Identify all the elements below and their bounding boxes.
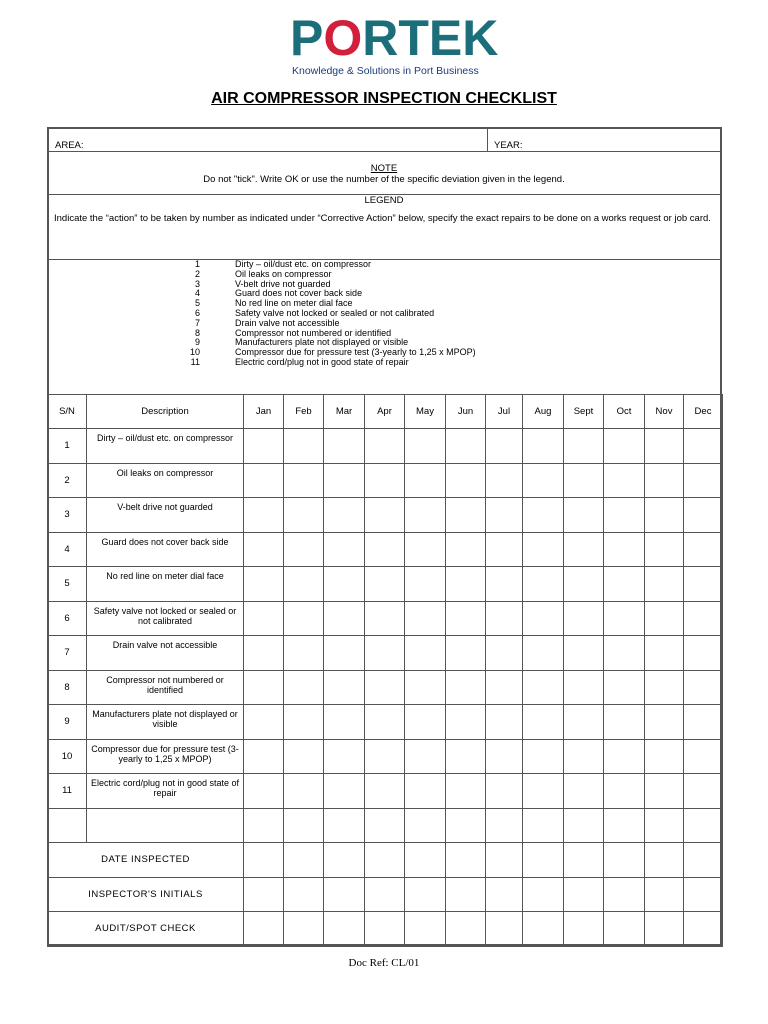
entry-cell[interactable] (244, 705, 284, 740)
entry-cell[interactable] (645, 774, 684, 809)
legend-item-number: 10 (189, 347, 200, 358)
header-month: Sept (564, 395, 604, 429)
entry-cell[interactable] (244, 877, 284, 912)
entry-cell[interactable] (684, 670, 723, 705)
entry-cell[interactable] (604, 636, 645, 671)
legend-item-number: 1 (194, 259, 200, 269)
entry-cell[interactable] (684, 567, 723, 602)
entry-cell[interactable] (564, 429, 604, 464)
entry-cell[interactable] (446, 429, 486, 464)
entry-cell[interactable] (564, 636, 604, 671)
row-sn: 3 (48, 498, 87, 533)
table-row (48, 429, 723, 464)
entry-cell[interactable] (365, 670, 405, 705)
entry-cell[interactable] (564, 912, 604, 947)
legend-item-text: Guard does not cover back side (235, 288, 363, 299)
entry-cell[interactable] (365, 567, 405, 602)
row-description: Compressor due for pressure test (3-yearly to 1,25 x MPOP) (87, 739, 244, 774)
entry-cell[interactable] (324, 463, 365, 498)
table-row (48, 670, 723, 705)
row-sn: 6 (48, 601, 87, 636)
header-sn: S/N (48, 395, 87, 429)
entry-cell[interactable] (645, 567, 684, 602)
legend-item-text: Electric cord/plug not in good state of repair (235, 357, 409, 367)
entry-cell[interactable] (564, 705, 604, 740)
row-sn: 4 (48, 532, 87, 567)
entry-cell[interactable] (564, 843, 604, 878)
entry-cell[interactable] (604, 429, 645, 464)
legend-item (0, 308, 768, 318)
legend-item-text: Safety valve not locked or sealed or not calibrated (235, 308, 435, 318)
entry-cell[interactable] (446, 670, 486, 705)
entry-cell[interactable] (365, 912, 405, 947)
table-footer-row (48, 912, 723, 947)
row-sn: 2 (48, 463, 87, 498)
entry-cell[interactable] (244, 774, 284, 809)
entry-cell[interactable] (284, 774, 324, 809)
entry-cell[interactable] (244, 532, 284, 567)
entry-cell[interactable] (684, 636, 723, 671)
legend-item (0, 288, 768, 298)
row-sn: 1 (48, 429, 87, 464)
entry-cell[interactable] (645, 532, 684, 567)
table-row (48, 636, 723, 671)
legend-item (0, 318, 768, 328)
row-description: Oil leaks on compressor (87, 463, 244, 498)
legend-item (0, 269, 768, 279)
entry-cell[interactable] (324, 532, 365, 567)
entry-cell[interactable] (446, 843, 486, 878)
entry-cell[interactable] (446, 567, 486, 602)
legend-item-number: 3 (194, 278, 200, 289)
entry-cell[interactable] (523, 912, 564, 947)
entry-cell[interactable] (405, 877, 446, 912)
legend-item-text: Oil leaks on compressor (235, 268, 332, 279)
entry-cell[interactable] (486, 774, 523, 809)
entry-cell[interactable] (244, 739, 284, 774)
entry-cell[interactable] (405, 670, 446, 705)
logo-tagline: Knowledge & Solutions in Port Business (292, 65, 479, 77)
area-year-divider (487, 128, 488, 151)
entry-cell[interactable] (564, 498, 604, 533)
logo-wordmark: PORTEK (290, 10, 499, 66)
row-sn (48, 808, 87, 843)
entry-cell[interactable] (446, 601, 486, 636)
entry-cell[interactable] (523, 739, 564, 774)
divider-line (47, 151, 722, 152)
entry-cell[interactable] (405, 843, 446, 878)
entry-cell[interactable] (604, 877, 645, 912)
entry-cell[interactable] (523, 636, 564, 671)
entry-cell[interactable] (486, 567, 523, 602)
entry-cell[interactable] (244, 498, 284, 533)
entry-cell[interactable] (645, 912, 684, 947)
legend-title: LEGEND (364, 195, 404, 206)
entry-cell[interactable] (523, 567, 564, 602)
entry-cell[interactable] (405, 567, 446, 602)
entry-cell[interactable] (523, 601, 564, 636)
entry-cell[interactable] (564, 463, 604, 498)
entry-cell[interactable] (684, 429, 723, 464)
entry-cell[interactable] (324, 601, 365, 636)
entry-cell[interactable] (446, 532, 486, 567)
legend-item-text: Drain valve not accessible (235, 317, 340, 328)
entry-cell[interactable] (564, 739, 604, 774)
entry-cell[interactable] (284, 670, 324, 705)
legend-item-text: No red line on meter dial face (235, 298, 353, 309)
entry-cell[interactable] (684, 774, 723, 809)
entry-cell[interactable] (564, 774, 604, 809)
entry-cell[interactable] (244, 636, 284, 671)
entry-cell[interactable] (405, 532, 446, 567)
entry-cell[interactable] (365, 739, 405, 774)
entry-cell[interactable] (684, 498, 723, 533)
entry-cell[interactable] (523, 670, 564, 705)
row-description: Manufacturers plate not displayed or visible (87, 705, 244, 740)
table-row (48, 601, 723, 636)
legend-item-number: 5 (194, 298, 200, 309)
entry-cell[interactable] (405, 774, 446, 809)
entry-cell[interactable] (604, 843, 645, 878)
entry-cell[interactable] (365, 532, 405, 567)
row-sn: 9 (48, 705, 87, 740)
entry-cell[interactable] (486, 705, 523, 740)
entry-cell[interactable] (284, 808, 324, 843)
header-month: Mar (324, 395, 365, 429)
table-row (48, 739, 723, 774)
table-header-row (48, 395, 723, 429)
entry-cell[interactable] (405, 739, 446, 774)
entry-cell[interactable] (486, 843, 523, 878)
entry-cell[interactable] (604, 739, 645, 774)
entry-cell[interactable] (486, 877, 523, 912)
entry-cell[interactable] (284, 532, 324, 567)
entry-cell[interactable] (244, 912, 284, 947)
legend-item-number: 9 (194, 337, 200, 348)
entry-cell[interactable] (486, 463, 523, 498)
entry-cell[interactable] (564, 601, 604, 636)
note-title: NOTE (370, 163, 398, 174)
entry-cell[interactable] (523, 429, 564, 464)
legend-item-text: Manufacturers plate not displayed or visible (235, 337, 409, 348)
entry-cell[interactable] (523, 774, 564, 809)
entry-cell[interactable] (324, 498, 365, 533)
row-sn: 7 (48, 636, 87, 671)
entry-cell[interactable] (684, 705, 723, 740)
table-row (48, 498, 723, 533)
row-description (87, 808, 244, 843)
entry-cell[interactable] (365, 705, 405, 740)
legend-item-text: Dirty – oil/dust etc. on compressor (235, 259, 372, 269)
entry-cell[interactable] (486, 739, 523, 774)
entry-cell[interactable] (604, 670, 645, 705)
entry-cell[interactable] (284, 601, 324, 636)
entry-cell[interactable] (365, 774, 405, 809)
entry-cell[interactable] (486, 429, 523, 464)
row-description: Compressor not numbered or identified (87, 670, 244, 705)
entry-cell[interactable] (324, 429, 365, 464)
table-row (48, 567, 723, 602)
entry-cell[interactable] (645, 636, 684, 671)
legend-item-number: 4 (194, 288, 200, 299)
row-description: Electric cord/plug not in good state of repair (87, 774, 244, 809)
header-month: Jul (486, 395, 523, 429)
entry-cell[interactable] (684, 877, 723, 912)
entry-cell[interactable] (684, 601, 723, 636)
legend-item-number: 11 (190, 357, 200, 367)
entry-cell[interactable] (405, 912, 446, 947)
entry-cell[interactable] (284, 498, 324, 533)
entry-cell[interactable] (684, 912, 723, 947)
entry-cell[interactable] (486, 808, 523, 843)
row-description: V-belt drive not guarded (87, 498, 244, 533)
entry-cell[interactable] (564, 670, 604, 705)
entry-cell[interactable] (365, 843, 405, 878)
entry-cell[interactable] (244, 670, 284, 705)
entry-cell[interactable] (405, 705, 446, 740)
row-sn: 10 (48, 739, 87, 774)
entry-cell[interactable] (523, 498, 564, 533)
entry-cell[interactable] (284, 463, 324, 498)
entry-cell[interactable] (684, 808, 723, 843)
checklist-table (47, 394, 723, 947)
entry-cell[interactable] (523, 463, 564, 498)
row-sn: 5 (48, 567, 87, 602)
table-row (48, 808, 723, 843)
entry-cell[interactable] (486, 498, 523, 533)
legend-item-text: V-belt drive not guarded (235, 278, 331, 289)
entry-cell[interactable] (604, 808, 645, 843)
entry-cell[interactable] (446, 877, 486, 912)
area-label: AREA: (55, 140, 84, 151)
entry-cell[interactable] (324, 705, 365, 740)
entry-cell[interactable] (284, 636, 324, 671)
legend-item-text: Compressor due for pressure test (3-yearly to 1,25 x MPOP) (235, 347, 476, 358)
table-row (48, 774, 723, 809)
legend-item (0, 337, 768, 347)
table-footer-row (48, 877, 723, 912)
footer-label: INSPECTOR'S INITIALS (48, 877, 244, 912)
entry-cell[interactable] (284, 739, 324, 774)
entry-cell[interactable] (244, 843, 284, 878)
row-description: Guard does not cover back side (87, 532, 244, 567)
entry-cell[interactable] (604, 774, 645, 809)
row-description: No red line on meter dial face (87, 567, 244, 602)
entry-cell[interactable] (486, 912, 523, 947)
entry-cell[interactable] (324, 774, 365, 809)
entry-cell[interactable] (645, 429, 684, 464)
header-description: Description (87, 395, 244, 429)
entry-cell[interactable] (405, 636, 446, 671)
entry-cell[interactable] (284, 567, 324, 602)
row-description: Dirty – oil/dust etc. on compressor (87, 429, 244, 464)
entry-cell[interactable] (446, 636, 486, 671)
entry-cell[interactable] (324, 670, 365, 705)
entry-cell[interactable] (284, 912, 324, 947)
entry-cell[interactable] (446, 808, 486, 843)
row-sn: 11 (48, 774, 87, 809)
entry-cell[interactable] (564, 567, 604, 602)
header-month: Jun (446, 395, 486, 429)
entry-cell[interactable] (405, 601, 446, 636)
entry-cell[interactable] (564, 532, 604, 567)
row-description: Drain valve not accessible (87, 636, 244, 671)
entry-cell[interactable] (645, 705, 684, 740)
doc-reference: Doc Ref: CL/01 (348, 957, 420, 969)
entry-cell[interactable] (645, 670, 684, 705)
entry-cell[interactable] (405, 498, 446, 533)
entry-cell[interactable] (324, 636, 365, 671)
legend-intro: Indicate the “action” to be taken by number as indicated under “Corrective Action” below, specify the exact repairs to be done on a works request or job card. (54, 213, 711, 224)
entry-cell[interactable] (684, 463, 723, 498)
legend-item-text: Compressor not numbered or identified (235, 327, 392, 338)
entry-cell[interactable] (645, 601, 684, 636)
note-text: Do not "tick". Write OK or use the number of the specific deviation given in the legend. (203, 174, 565, 185)
entry-cell[interactable] (645, 739, 684, 774)
legend-item-number: 2 (194, 268, 200, 279)
entry-cell[interactable] (604, 705, 645, 740)
entry-cell[interactable] (324, 567, 365, 602)
entry-cell[interactable] (284, 877, 324, 912)
entry-cell[interactable] (684, 532, 723, 567)
entry-cell[interactable] (486, 532, 523, 567)
entry-cell[interactable] (405, 429, 446, 464)
entry-cell[interactable] (446, 912, 486, 947)
entry-cell[interactable] (684, 739, 723, 774)
entry-cell[interactable] (446, 463, 486, 498)
legend-item-number: 7 (194, 317, 200, 328)
entry-cell[interactable] (446, 774, 486, 809)
entry-cell[interactable] (365, 498, 405, 533)
footer-label: DATE INSPECTED (48, 843, 244, 878)
entry-cell[interactable] (564, 877, 604, 912)
entry-cell[interactable] (684, 843, 723, 878)
entry-cell[interactable] (523, 808, 564, 843)
legend-item-number: 6 (194, 308, 200, 318)
entry-cell[interactable] (486, 670, 523, 705)
entry-cell[interactable] (604, 567, 645, 602)
entry-cell[interactable] (244, 808, 284, 843)
legend-item (0, 347, 768, 357)
entry-cell[interactable] (324, 843, 365, 878)
row-description: Safety valve not locked or sealed or not calibrated (87, 601, 244, 636)
header-month: Apr (365, 395, 405, 429)
row-sn: 8 (48, 670, 87, 705)
entry-cell[interactable] (446, 739, 486, 774)
table-row (48, 705, 723, 740)
entry-cell[interactable] (446, 705, 486, 740)
entry-cell[interactable] (604, 532, 645, 567)
entry-cell[interactable] (523, 843, 564, 878)
entry-cell[interactable] (405, 808, 446, 843)
entry-cell[interactable] (244, 463, 284, 498)
entry-cell[interactable] (365, 636, 405, 671)
entry-cell[interactable] (604, 498, 645, 533)
entry-cell[interactable] (365, 601, 405, 636)
entry-cell[interactable] (645, 498, 684, 533)
entry-cell[interactable] (645, 843, 684, 878)
legend-item-number: 8 (194, 327, 200, 338)
entry-cell[interactable] (604, 601, 645, 636)
entry-cell[interactable] (405, 463, 446, 498)
entry-cell[interactable] (604, 463, 645, 498)
entry-cell[interactable] (365, 808, 405, 843)
entry-cell[interactable] (324, 912, 365, 947)
entry-cell[interactable] (244, 601, 284, 636)
header-month: Jan (244, 395, 284, 429)
footer-label: AUDIT/SPOT CHECK (48, 912, 244, 947)
entry-cell[interactable] (446, 498, 486, 533)
header-month: May (405, 395, 446, 429)
entry-cell[interactable] (523, 877, 564, 912)
legend-item (0, 357, 768, 367)
entry-cell[interactable] (523, 705, 564, 740)
document-title: AIR COMPRESSOR INSPECTION CHECKLIST (211, 90, 557, 107)
entry-cell[interactable] (486, 601, 523, 636)
entry-cell[interactable] (365, 463, 405, 498)
entry-cell[interactable] (645, 463, 684, 498)
entry-cell[interactable] (645, 808, 684, 843)
entry-cell[interactable] (604, 912, 645, 947)
header-month: Nov (645, 395, 684, 429)
header-month: Feb (284, 395, 324, 429)
header-month: Dec (684, 395, 723, 429)
entry-cell[interactable] (324, 739, 365, 774)
header-month: Oct (604, 395, 645, 429)
entry-cell[interactable] (486, 636, 523, 671)
entry-cell[interactable] (244, 567, 284, 602)
header-month: Aug (523, 395, 564, 429)
year-label: YEAR: (494, 140, 523, 151)
entry-cell[interactable] (365, 429, 405, 464)
legend-item (0, 298, 768, 308)
entry-cell[interactable] (324, 877, 365, 912)
table-row (48, 532, 723, 567)
table-footer-row (48, 843, 723, 878)
entry-cell[interactable] (645, 877, 684, 912)
entry-cell[interactable] (284, 705, 324, 740)
entry-cell[interactable] (324, 808, 365, 843)
entry-cell[interactable] (564, 808, 604, 843)
entry-cell[interactable] (284, 843, 324, 878)
legend-item (0, 259, 768, 269)
table-row (48, 463, 723, 498)
legend-item (0, 328, 768, 338)
entry-cell[interactable] (284, 429, 324, 464)
entry-cell[interactable] (365, 877, 405, 912)
legend-item (0, 279, 768, 289)
entry-cell[interactable] (244, 429, 284, 464)
portek-logo (290, 10, 499, 78)
entry-cell[interactable] (523, 532, 564, 567)
